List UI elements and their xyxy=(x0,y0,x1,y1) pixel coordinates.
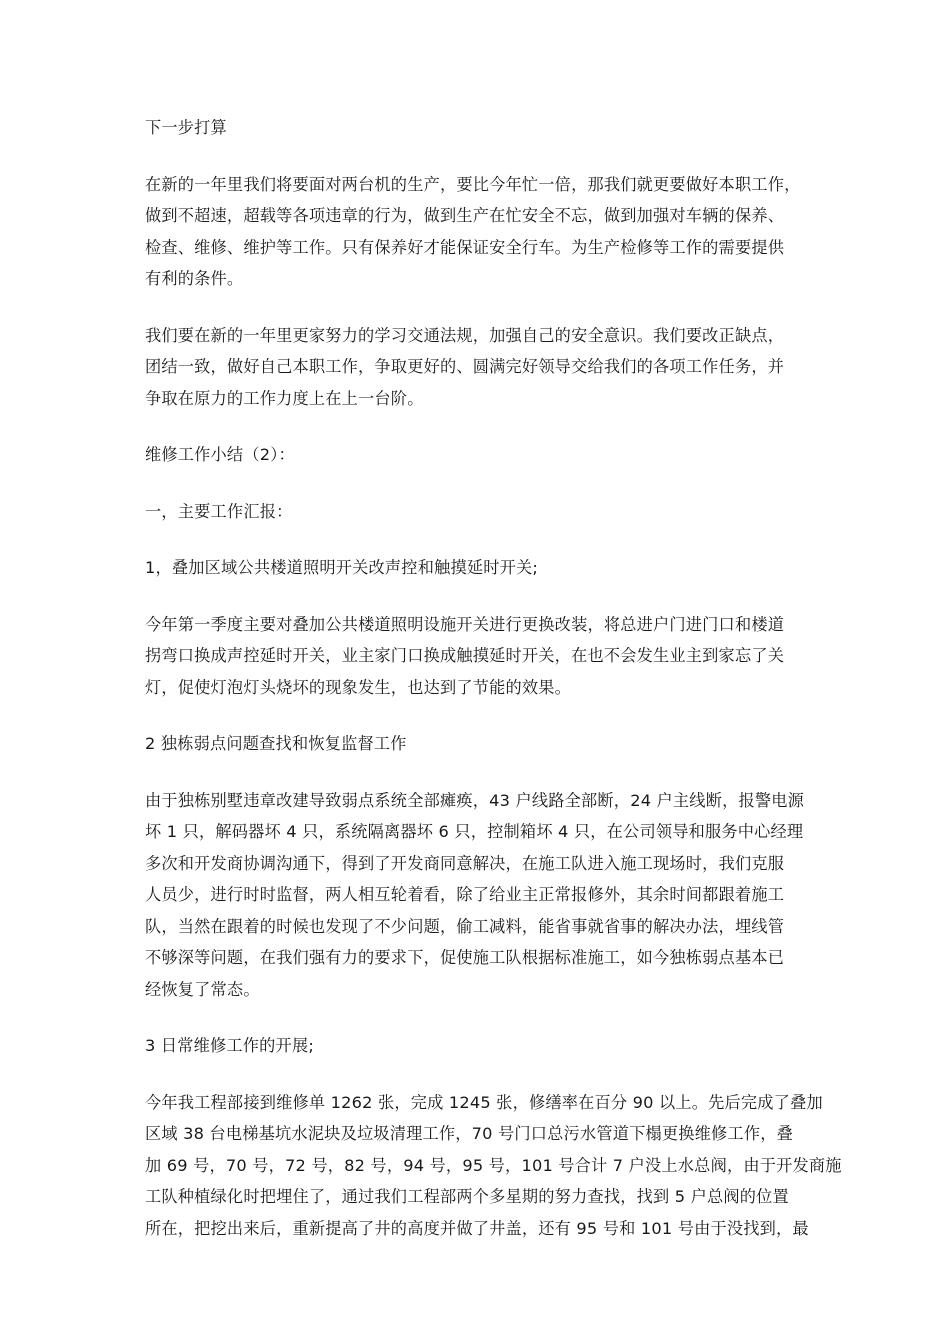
section-heading xyxy=(145,439,810,471)
text-line: 2 独栋弱点问题查找和恢复监督工作 xyxy=(145,734,407,753)
text-line: 有利的条件。 xyxy=(145,269,244,288)
text-line: 工队种植绿化时把埋住了，通过我们工程部两个多星期的努力查找，找到 5 户总阀的位置 xyxy=(145,1187,789,1206)
text-line: 灯，促使灯泡灯头烧坏的现象发生，也达到了节能的效果。 xyxy=(145,677,572,697)
text-line: 区域 38 台电梯基坑水泥块及垃圾清理工作，70 号门口总污水管道下榻更换维修工作，叠 xyxy=(145,1124,793,1143)
text-line: 坏 1 只，解码器坏 4 只，系统隔离器坏 6 只，控制箱坏 4 只，在公司领导和服务中心经理 xyxy=(145,822,804,841)
text-line: 拐弯口换成声控延时开关，业主家门口换成触摸延时开关，在也不会发生业主到家忘了关 xyxy=(145,646,785,665)
text-line: 加 69 号，70 号，72 号，82 号，94 号，95 号，101 号合计 7 户没上水总阀，由于开发商施 xyxy=(145,1155,842,1175)
text-line: 今年我工程部接到维修单 1262 张，完成 1245 张，修缮率在百分 90 以上。先后完成了叠加 xyxy=(145,1092,823,1112)
text-line: 一，主要工作汇报： xyxy=(145,501,293,521)
paragraph xyxy=(145,1087,842,1245)
text-line: 团结一致，做好自己本职工作，争取更好的、圆满完好领导交给我们的各项工作任务，并 xyxy=(145,357,785,376)
text-line: 多次和开发商协调沟通下，得到了开发商同意解决，在施工队进入施工现场时，我们克服 xyxy=(145,853,785,873)
text-line: 人员少，进行时时监督，两人相互轮着看，除了给业主正常报修外，其余时间都跟着施工 xyxy=(145,885,785,904)
text-line: 下一步打算 xyxy=(145,118,227,137)
text-line: 检查、维修、维护等工作。只有保养好才能保证安全行车。为生产检修等工作的需要提供 xyxy=(145,237,785,257)
text-line: 我们要在新的一年里更家努力的学习交通法规，加强自己的安全意识。我们要改正缺点， xyxy=(145,325,785,345)
text-line: 今年第一季度主要对叠加公共楼道照明设施开关进行更换改装，将总进户门进门口和楼道 xyxy=(145,614,785,634)
text-line: 做到不超速，超载等各项违章的行为，做到生产在忙安全不忘，做到加强对车辆的保养、 xyxy=(145,206,785,225)
text-line: 争取在原力的工作力度上在上一台阶。 xyxy=(145,388,424,408)
paragraph xyxy=(145,320,810,415)
text-line: 由于独栋别墅违章改建导致弱点系统全部瘫痪，43 户线路全部断，24 户主线断，报警电源 xyxy=(145,790,805,810)
text-line: 维修工作小结（2）： xyxy=(145,445,295,464)
text-line: 队，当然在跟着的时候也发现了不少问题，偷工减料，能省事就省事的解决办法，埋线管 xyxy=(145,916,785,936)
text-line: 所在，把挖出来后，重新提高了井的高度并做了井盖，还有 95 号和 101 号由于没找到，最 xyxy=(145,1218,809,1238)
text-line: 1，叠加区域公共楼道照明开关改声控和触摸延时开关; xyxy=(145,558,539,577)
paragraph xyxy=(145,609,810,704)
document-body xyxy=(145,112,842,1269)
paragraph xyxy=(145,169,810,295)
section-heading xyxy=(145,112,810,144)
text-line: 不够深等问题，在我们强有力的要求下，促使施工队根据标准施工，如今独栋弱点基本已 xyxy=(145,948,785,967)
text-line: 经恢复了常态。 xyxy=(145,979,260,999)
subsection-heading xyxy=(145,552,810,584)
section-heading xyxy=(145,496,810,528)
paragraph xyxy=(145,785,810,1006)
text-line: 在新的一年里我们将要面对两台机的生产，要比今年忙一倍，那我们就更要做好本职工作， xyxy=(145,174,801,194)
subsection-heading xyxy=(145,728,810,760)
subsection-heading xyxy=(145,1030,810,1062)
text-line: 3 日常维修工作的开展; xyxy=(145,1036,314,1055)
